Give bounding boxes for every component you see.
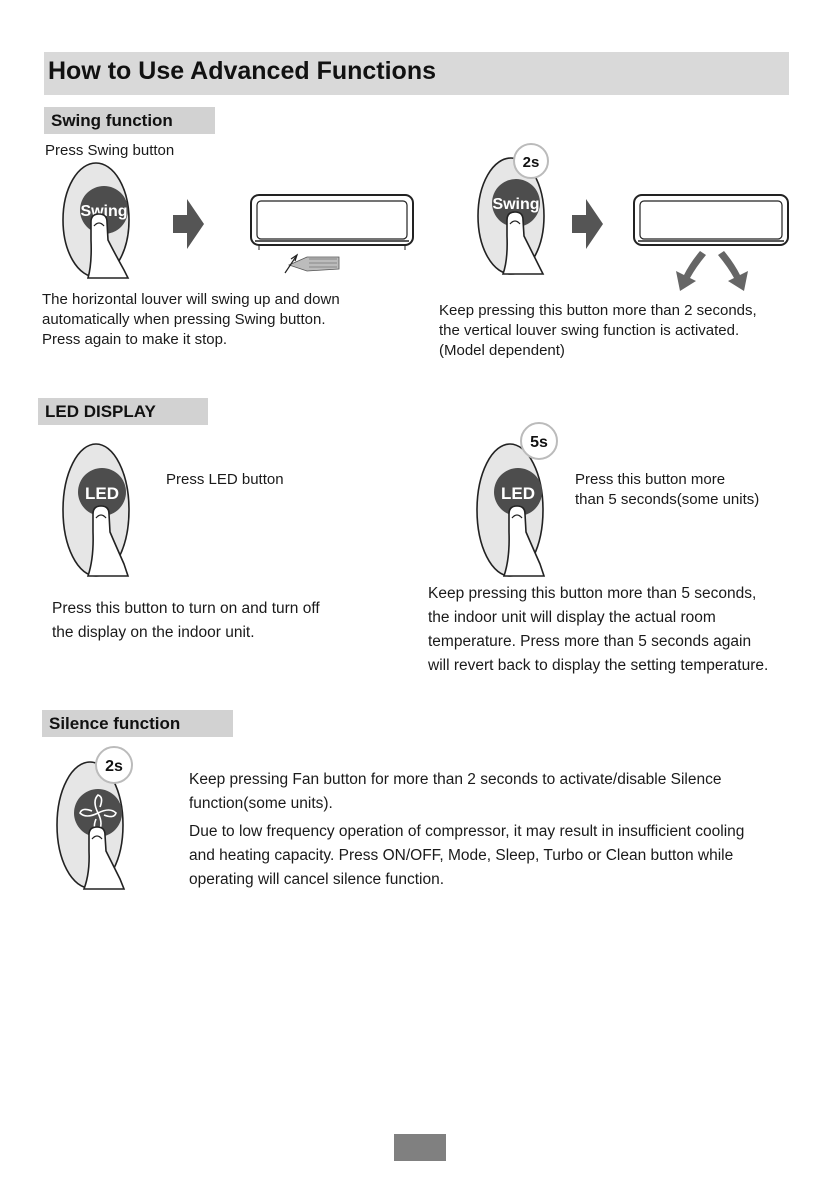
instruction-line: Press this button more xyxy=(575,471,726,488)
led-button-label: LED xyxy=(85,484,119,503)
swing-remote-hold-icon xyxy=(473,142,557,278)
led-right-caption xyxy=(428,582,768,678)
page-number-badge xyxy=(394,1134,446,1161)
caption-line: Keep pressing this button more than 5 seconds, xyxy=(428,585,757,602)
led-hold-button-label: LED xyxy=(501,484,535,503)
caption-line: (Model dependent) xyxy=(439,342,565,359)
paragraph-line: Keep pressing Fan button for more than 2 seconds to activate/disable Silence xyxy=(189,771,722,788)
airflow-arrow-icon xyxy=(676,251,748,291)
paragraph-line: function(some units). xyxy=(189,795,333,812)
led-left-instruction: Press LED button xyxy=(166,471,284,488)
caption-line: Press again to make it stop. xyxy=(42,331,228,348)
page-title: How to Use Advanced Functions xyxy=(48,57,437,85)
led-left-caption xyxy=(52,597,320,645)
silence-remote-hold-icon xyxy=(50,745,138,893)
silence-section-title: Silence function xyxy=(49,714,181,733)
silence-paragraph-1 xyxy=(189,768,722,816)
silence-hold-badge: 2s xyxy=(105,758,123,775)
paragraph-line: and heating capacity. Press ON/OFF, Mode, Sleep, Turbo or Clean button while xyxy=(189,847,734,864)
caption-line: Press this button to turn on and turn off xyxy=(52,600,320,617)
led-remote-hold-icon xyxy=(470,420,562,580)
paragraph-line: operating will cancel silence function. xyxy=(189,871,445,888)
caption-line: the display on the indoor unit. xyxy=(52,624,255,641)
swing-hold-button-label: Swing xyxy=(492,196,540,213)
arrow-right-icon xyxy=(173,197,205,251)
silence-paragraph-2 xyxy=(189,820,744,892)
swing-right-caption xyxy=(439,301,757,361)
instruction-line: than 5 seconds(some units) xyxy=(575,491,760,508)
led-remote-press-icon xyxy=(58,440,138,580)
swing-remote-press-icon xyxy=(58,160,138,282)
caption-line: The horizontal louver will swing up and down xyxy=(42,291,340,308)
swing-section-header xyxy=(44,107,215,134)
caption-line: automatically when pressing Swing button. xyxy=(42,311,326,328)
led-right-instruction xyxy=(575,470,759,510)
caption-line: the vertical louver swing function is activated. xyxy=(439,322,740,339)
led-section-title: LED DISPLAY xyxy=(45,402,156,421)
arrow-right-icon xyxy=(572,197,604,251)
caption-line: the indoor unit will display the actual room xyxy=(428,609,716,626)
silence-section-header xyxy=(42,710,233,737)
caption-line: temperature. Press more than 5 seconds again xyxy=(428,633,752,650)
swing-section-title: Swing function xyxy=(51,111,173,130)
swing-intro-text: Press Swing button xyxy=(45,142,175,159)
paragraph-line: Due to low frequency operation of compressor, it may result in insufficient cooling xyxy=(189,823,745,840)
led-hold-badge: 5s xyxy=(530,434,548,451)
led-section-header xyxy=(38,398,208,425)
airflow-arrow-icon xyxy=(285,255,339,273)
indoor-unit-vertical-swing-icon xyxy=(632,193,792,293)
swing-button-label: Swing xyxy=(80,203,128,220)
swing-left-caption xyxy=(42,290,340,350)
swing-hold-badge: 2s xyxy=(522,154,540,171)
indoor-unit-horizontal-swing-icon xyxy=(249,193,417,278)
caption-line: will revert back to display the setting temperature. xyxy=(428,657,769,674)
caption-line: Keep pressing this button more than 2 seconds, xyxy=(439,302,757,319)
